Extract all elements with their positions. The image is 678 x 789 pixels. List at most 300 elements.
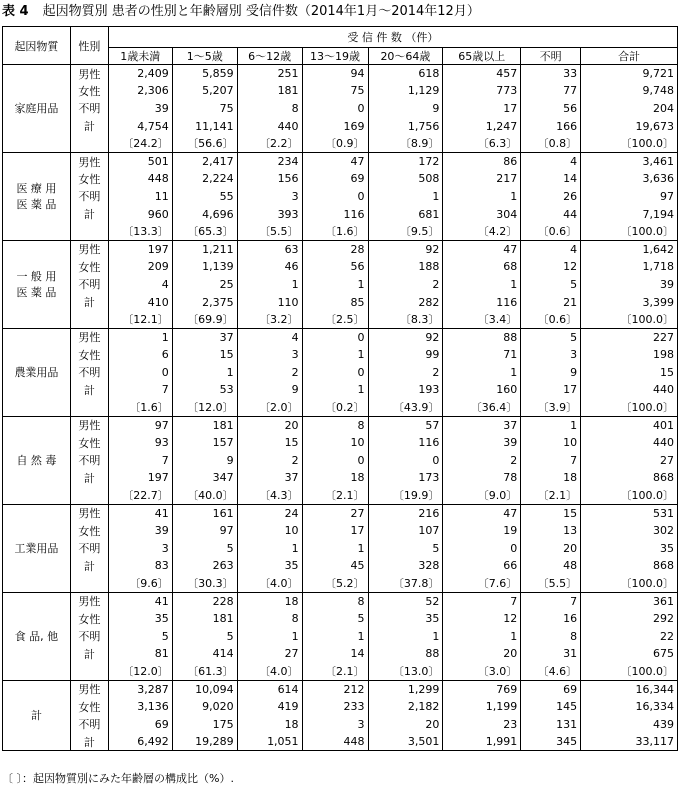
value-cell: 69 (302, 170, 368, 188)
value-cell: 448 (302, 733, 368, 751)
value-cell: 〔100.0〕 (581, 575, 678, 593)
value-cell: 〔100.0〕 (581, 663, 678, 681)
value-cell: 〔0.9〕 (302, 135, 368, 153)
value-cell: 47 (443, 504, 521, 522)
sex-cell: 男性 (70, 328, 108, 346)
sex-cell: 計 (70, 205, 108, 223)
value-cell: 3,501 (368, 733, 443, 751)
value-cell: 410 (108, 293, 172, 311)
value-cell: 10,094 (172, 680, 237, 698)
header-age-col: 1～5歳 (172, 48, 237, 65)
table-row (3, 258, 678, 276)
value-cell: 41 (108, 592, 172, 610)
value-cell: 18 (237, 592, 302, 610)
value-cell: 〔3.0〕 (443, 663, 521, 681)
value-cell: 347 (172, 469, 237, 487)
value-cell: 18 (237, 715, 302, 733)
value-cell: 172 (368, 152, 443, 170)
sex-cell: 計 (70, 293, 108, 311)
header-age-col: 合計 (581, 48, 678, 65)
value-cell: 〔4.3〕 (237, 487, 302, 505)
category-label: 家庭用品 (3, 65, 71, 153)
table-row (3, 346, 678, 364)
sex-cell: 女性 (70, 82, 108, 100)
value-cell: 868 (581, 469, 678, 487)
value-cell: 181 (237, 82, 302, 100)
value-cell: 19,673 (581, 117, 678, 135)
value-cell: 440 (581, 434, 678, 452)
value-cell: 〔5.5〕 (521, 575, 581, 593)
table-row (3, 188, 678, 206)
value-cell: 〔2.2〕 (237, 135, 302, 153)
value-cell: 〔30.3〕 (172, 575, 237, 593)
value-cell: 181 (172, 416, 237, 434)
value-cell: 〔2.5〕 (302, 311, 368, 329)
value-cell: 20 (368, 715, 443, 733)
value-cell: 35 (237, 557, 302, 575)
value-cell: 〔1.6〕 (108, 399, 172, 417)
value-cell: 4 (521, 240, 581, 258)
value-cell: 3 (302, 715, 368, 733)
value-cell: 4 (108, 276, 172, 294)
table-row (3, 698, 678, 716)
value-cell: 1 (443, 188, 521, 206)
value-cell: 401 (581, 416, 678, 434)
value-cell: 41 (108, 504, 172, 522)
value-cell: 77 (521, 82, 581, 100)
value-cell: 47 (443, 240, 521, 258)
table-row (3, 592, 678, 610)
value-cell: 21 (521, 293, 581, 311)
value-cell: 25 (172, 276, 237, 294)
value-cell: 9 (172, 452, 237, 470)
value-cell: 92 (368, 328, 443, 346)
value-cell: 1 (302, 276, 368, 294)
value-cell: 3 (521, 346, 581, 364)
value-cell: 457 (443, 65, 521, 83)
value-cell: 2,306 (108, 82, 172, 100)
value-cell: 53 (172, 381, 237, 399)
value-cell: 〔4.2〕 (443, 223, 521, 241)
value-cell: 15 (237, 434, 302, 452)
value-cell: 〔8.9〕 (368, 135, 443, 153)
table-row (3, 540, 678, 558)
value-cell: 8 (237, 100, 302, 118)
table-row (3, 645, 678, 663)
table-row (3, 733, 678, 751)
value-cell: 7 (521, 592, 581, 610)
value-cell: 414 (172, 645, 237, 663)
value-cell: 17 (521, 381, 581, 399)
value-cell: 5 (302, 610, 368, 628)
value-cell: 361 (581, 592, 678, 610)
value-cell: 〔13.0〕 (368, 663, 443, 681)
value-cell: 〔0.8〕 (521, 135, 581, 153)
value-cell: 0 (302, 328, 368, 346)
value-cell: 439 (581, 715, 678, 733)
value-cell: 3 (237, 346, 302, 364)
value-cell: 1,051 (237, 733, 302, 751)
value-cell: 14 (302, 645, 368, 663)
value-cell: 〔3.4〕 (443, 311, 521, 329)
value-cell: 7 (108, 452, 172, 470)
value-cell: 9,020 (172, 698, 237, 716)
value-cell: 2,224 (172, 170, 237, 188)
value-cell: 〔0.6〕 (521, 223, 581, 241)
value-cell: 193 (368, 381, 443, 399)
table-row (3, 311, 678, 329)
value-cell: 263 (172, 557, 237, 575)
value-cell: 7 (521, 452, 581, 470)
value-cell: 〔9.5〕 (368, 223, 443, 241)
value-cell: 〔0.6〕 (521, 311, 581, 329)
value-cell: 0 (368, 452, 443, 470)
value-cell: 35 (368, 610, 443, 628)
value-cell: 282 (368, 293, 443, 311)
value-cell: 71 (443, 346, 521, 364)
value-cell: 868 (581, 557, 678, 575)
value-cell: 1,991 (443, 733, 521, 751)
category-label: 医 療 用 医 薬 品 (3, 152, 71, 240)
category-label: 農業用品 (3, 328, 71, 416)
value-cell: 35 (108, 610, 172, 628)
value-cell: 345 (521, 733, 581, 751)
value-cell: 28 (302, 240, 368, 258)
sex-cell: 不明 (70, 628, 108, 646)
value-cell: 19 (443, 522, 521, 540)
value-cell: 6 (108, 346, 172, 364)
sex-cell: 男性 (70, 504, 108, 522)
header-age-col: 65歳以上 (443, 48, 521, 65)
value-cell: 393 (237, 205, 302, 223)
header-age-col: 20～64歳 (368, 48, 443, 65)
category-label: 自 然 毒 (3, 416, 71, 504)
table-row (3, 135, 678, 153)
value-cell: 173 (368, 469, 443, 487)
value-cell: 〔100.0〕 (581, 135, 678, 153)
value-cell: 〔2.1〕 (302, 487, 368, 505)
header-age-col: 不明 (521, 48, 581, 65)
value-cell: 39 (108, 100, 172, 118)
value-cell: 1 (302, 381, 368, 399)
value-cell: 〔40.0〕 (172, 487, 237, 505)
table-row (3, 100, 678, 118)
table-row (3, 223, 678, 241)
sex-cell: 女性 (70, 346, 108, 364)
value-cell: 〔0.2〕 (302, 399, 368, 417)
table-row (3, 504, 678, 522)
value-cell: 156 (237, 170, 302, 188)
value-cell: 160 (443, 381, 521, 399)
value-cell: 116 (443, 293, 521, 311)
value-cell: 198 (581, 346, 678, 364)
sex-cell (70, 663, 108, 681)
value-cell: 212 (302, 680, 368, 698)
value-cell: 20 (521, 540, 581, 558)
value-cell: 37 (172, 328, 237, 346)
value-cell: 92 (368, 240, 443, 258)
value-cell: 75 (172, 100, 237, 118)
value-cell: 14 (521, 170, 581, 188)
value-cell: 1,299 (368, 680, 443, 698)
value-cell: 18 (521, 469, 581, 487)
value-cell: 3,461 (581, 152, 678, 170)
value-cell: 107 (368, 522, 443, 540)
value-cell: 69 (521, 680, 581, 698)
table-row (3, 715, 678, 733)
table-row (3, 680, 678, 698)
value-cell: 3,636 (581, 170, 678, 188)
value-cell: 302 (581, 522, 678, 540)
table-row (3, 452, 678, 470)
value-cell: 440 (237, 117, 302, 135)
value-cell: 161 (172, 504, 237, 522)
value-cell: 81 (108, 645, 172, 663)
value-cell: 1 (368, 188, 443, 206)
value-cell: 769 (443, 680, 521, 698)
value-cell: 228 (172, 592, 237, 610)
value-cell: 88 (368, 645, 443, 663)
value-cell: 〔6.3〕 (443, 135, 521, 153)
value-cell: 〔61.3〕 (172, 663, 237, 681)
value-cell: 35 (581, 540, 678, 558)
value-cell: 〔9.6〕 (108, 575, 172, 593)
value-cell: 45 (302, 557, 368, 575)
value-cell: 39 (443, 434, 521, 452)
sex-cell: 不明 (70, 188, 108, 206)
value-cell: 〔9.0〕 (443, 487, 521, 505)
value-cell: 116 (368, 434, 443, 452)
value-cell: 166 (521, 117, 581, 135)
table-row (3, 82, 678, 100)
sex-cell: 計 (70, 645, 108, 663)
value-cell: 5 (172, 540, 237, 558)
value-cell: 5 (521, 276, 581, 294)
value-cell: 5,859 (172, 65, 237, 83)
table-row (3, 328, 678, 346)
category-label: 食 品, 他 (3, 592, 71, 680)
value-cell: 24 (237, 504, 302, 522)
table-row (3, 65, 678, 83)
value-cell: 83 (108, 557, 172, 575)
value-cell: 8 (302, 416, 368, 434)
value-cell: 〔22.7〕 (108, 487, 172, 505)
sex-cell: 計 (70, 117, 108, 135)
value-cell: 197 (108, 240, 172, 258)
table-row (3, 293, 678, 311)
value-cell: 0 (443, 540, 521, 558)
sex-cell: 計 (70, 469, 108, 487)
value-cell: 1,139 (172, 258, 237, 276)
value-cell: 0 (302, 364, 368, 382)
value-cell: 116 (302, 205, 368, 223)
sex-cell (70, 223, 108, 241)
value-cell: 19,289 (172, 733, 237, 751)
value-cell: 131 (521, 715, 581, 733)
table-row (3, 152, 678, 170)
value-cell: 10 (302, 434, 368, 452)
value-cell: 66 (443, 557, 521, 575)
value-cell: 1 (237, 628, 302, 646)
value-cell: 27 (581, 452, 678, 470)
value-cell: 〔65.3〕 (172, 223, 237, 241)
value-cell: 0 (302, 452, 368, 470)
value-cell: 1,247 (443, 117, 521, 135)
sex-cell: 女性 (70, 258, 108, 276)
value-cell: 157 (172, 434, 237, 452)
value-cell: 11,141 (172, 117, 237, 135)
value-cell: 37 (443, 416, 521, 434)
sex-cell: 不明 (70, 364, 108, 382)
sex-cell (70, 575, 108, 593)
footnote: 〔 〕：起因物質別にみた年齢層の構成比（%）. (2, 772, 234, 785)
table-row (3, 381, 678, 399)
value-cell: 56 (521, 100, 581, 118)
value-cell: 〔12.0〕 (108, 663, 172, 681)
value-cell: 〔5.2〕 (302, 575, 368, 593)
value-cell: 2 (237, 364, 302, 382)
value-cell: 7 (108, 381, 172, 399)
value-cell: 5 (521, 328, 581, 346)
value-cell: 197 (108, 469, 172, 487)
table-row (3, 170, 678, 188)
value-cell: 233 (302, 698, 368, 716)
value-cell: 2 (443, 452, 521, 470)
table-row (3, 240, 678, 258)
header-age-col: 6～12歳 (237, 48, 302, 65)
table-row (3, 663, 678, 681)
value-cell: 27 (302, 504, 368, 522)
value-cell: 86 (443, 152, 521, 170)
value-cell: 1 (237, 540, 302, 558)
value-cell: 26 (521, 188, 581, 206)
value-cell: 97 (108, 416, 172, 434)
sex-cell (70, 135, 108, 153)
value-cell: 7,194 (581, 205, 678, 223)
sex-cell: 不明 (70, 100, 108, 118)
value-cell: 188 (368, 258, 443, 276)
value-cell: 〔2.1〕 (302, 663, 368, 681)
value-cell: 39 (108, 522, 172, 540)
value-cell: 16,344 (581, 680, 678, 698)
value-cell: 0 (108, 364, 172, 382)
value-cell: 97 (172, 522, 237, 540)
value-cell: 5 (108, 628, 172, 646)
header-age-col: 13～19歳 (302, 48, 368, 65)
value-cell: 209 (108, 258, 172, 276)
value-cell: 33 (521, 65, 581, 83)
value-cell: 52 (368, 592, 443, 610)
value-cell: 39 (581, 276, 678, 294)
value-cell: 1 (302, 346, 368, 364)
value-cell: 8 (521, 628, 581, 646)
table-number: 表 4 (2, 4, 29, 19)
value-cell: 181 (172, 610, 237, 628)
value-cell: 31 (521, 645, 581, 663)
value-cell: 1,718 (581, 258, 678, 276)
value-cell: 97 (581, 188, 678, 206)
value-cell: 46 (237, 258, 302, 276)
value-cell: 960 (108, 205, 172, 223)
sex-cell: 不明 (70, 276, 108, 294)
sex-cell: 女性 (70, 434, 108, 452)
value-cell: 169 (302, 117, 368, 135)
value-cell: 2,375 (172, 293, 237, 311)
value-cell: 85 (302, 293, 368, 311)
value-cell: 〔56.6〕 (172, 135, 237, 153)
value-cell: 7 (443, 592, 521, 610)
value-cell: 217 (443, 170, 521, 188)
value-cell: 9,748 (581, 82, 678, 100)
value-cell: 9 (237, 381, 302, 399)
data-table (2, 26, 678, 751)
sex-cell: 男性 (70, 65, 108, 83)
value-cell: 675 (581, 645, 678, 663)
value-cell: 〔7.6〕 (443, 575, 521, 593)
sex-cell: 計 (70, 381, 108, 399)
value-cell: 292 (581, 610, 678, 628)
value-cell: 75 (302, 82, 368, 100)
value-cell: 〔43.9〕 (368, 399, 443, 417)
value-cell: 440 (581, 381, 678, 399)
value-cell: 4 (237, 328, 302, 346)
value-cell: 2 (237, 452, 302, 470)
value-cell: 〔2.0〕 (237, 399, 302, 417)
value-cell: 9 (521, 364, 581, 382)
value-cell: 63 (237, 240, 302, 258)
sex-cell: 計 (70, 733, 108, 751)
value-cell: 145 (521, 698, 581, 716)
sex-cell: 男性 (70, 680, 108, 698)
value-cell: 614 (237, 680, 302, 698)
value-cell: 110 (237, 293, 302, 311)
table-row (3, 575, 678, 593)
value-cell: 20 (237, 416, 302, 434)
sex-cell: 男性 (70, 240, 108, 258)
value-cell: 618 (368, 65, 443, 83)
table-row (3, 610, 678, 628)
header-sex: 性別 (70, 27, 108, 65)
value-cell: 15 (581, 364, 678, 382)
value-cell: 〔4.0〕 (237, 663, 302, 681)
value-cell: 1 (108, 328, 172, 346)
table-row (3, 416, 678, 434)
value-cell: 2,417 (172, 152, 237, 170)
table-row (3, 469, 678, 487)
value-cell: 〔4.6〕 (521, 663, 581, 681)
value-cell: 12 (521, 258, 581, 276)
table-row (3, 276, 678, 294)
value-cell: 1 (443, 364, 521, 382)
sex-cell: 不明 (70, 715, 108, 733)
sex-cell: 女性 (70, 610, 108, 628)
value-cell: 5,207 (172, 82, 237, 100)
value-cell: 8 (302, 592, 368, 610)
value-cell: 88 (443, 328, 521, 346)
value-cell: 1,129 (368, 82, 443, 100)
value-cell: 2 (368, 364, 443, 382)
value-cell: 3 (237, 188, 302, 206)
value-cell: 773 (443, 82, 521, 100)
sex-cell: 不明 (70, 452, 108, 470)
value-cell: 1,211 (172, 240, 237, 258)
value-cell: 0 (302, 188, 368, 206)
value-cell: 23 (443, 715, 521, 733)
value-cell: 3,287 (108, 680, 172, 698)
value-cell: 〔13.3〕 (108, 223, 172, 241)
value-cell: 1 (237, 276, 302, 294)
value-cell: 1,642 (581, 240, 678, 258)
